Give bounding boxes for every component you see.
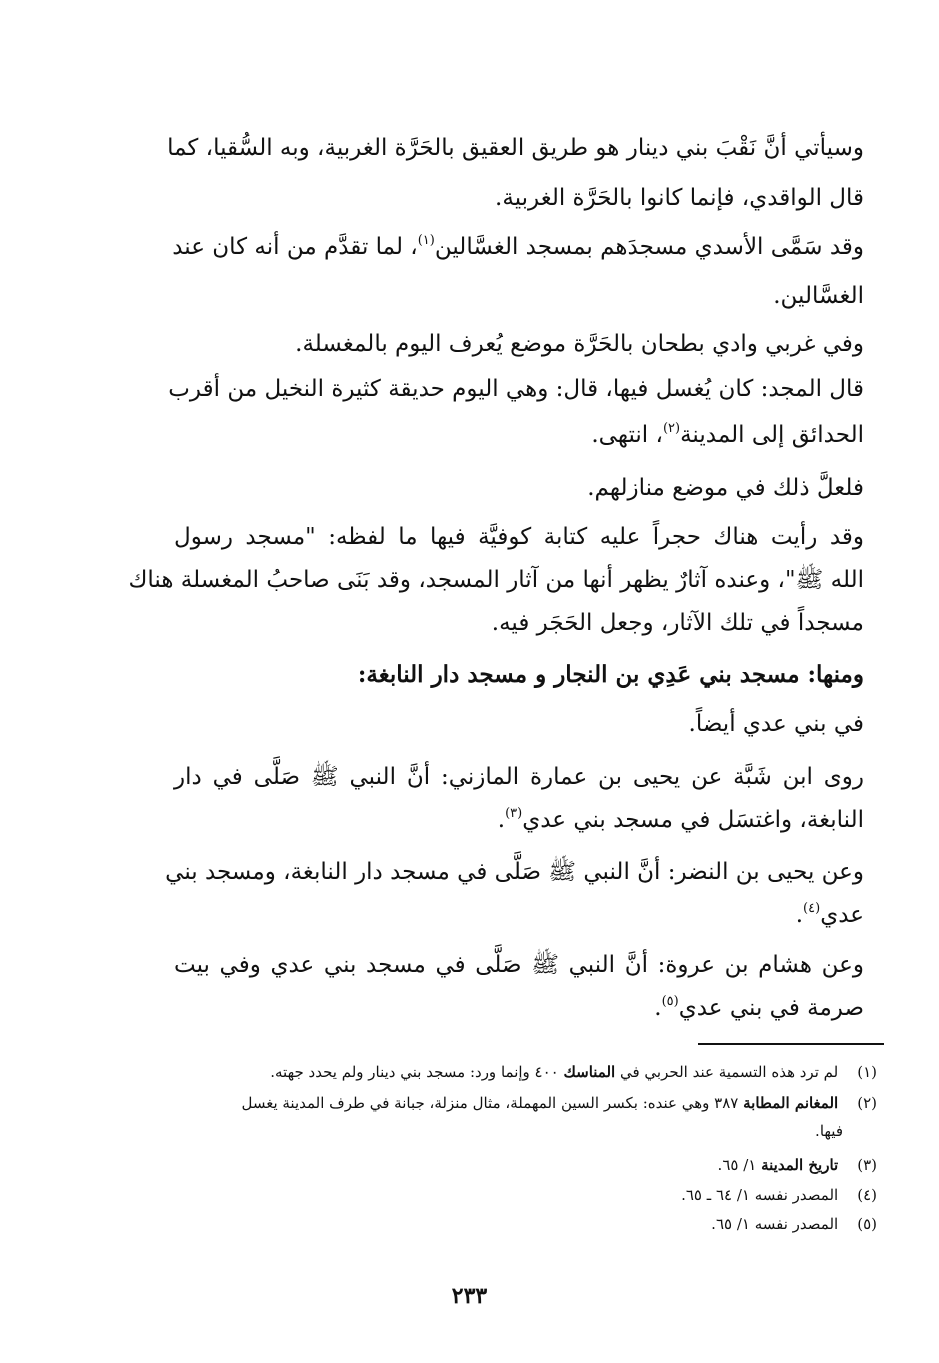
body-text: الغسَّالين. (773, 283, 864, 309)
body-line (144, 993, 864, 1023)
body-text: قال الواقدي، فإنما كانوا بالحَرَّة الغربية. (495, 185, 864, 211)
footnote-source-title: المناسك (563, 1063, 616, 1081)
body-line (174, 950, 864, 980)
body-line (144, 608, 864, 638)
body-line (167, 133, 864, 163)
body-line (174, 232, 864, 262)
footnote-4 (681, 1185, 877, 1205)
body-text: قال المجد: كان يُغسل فيها، قال: وهي اليوم حديقة كثيرة النخيل من أقرب (168, 376, 864, 402)
footnote-number: (١) (857, 1063, 877, 1081)
body-line (174, 329, 864, 359)
footnote-ref-4[interactable]: (٤) (803, 901, 821, 916)
footnote-1 (270, 1062, 877, 1082)
body-text: روى ابن شَبَّة عن يحيى بن عمارة المازني: أنَّ النبي ﷺ صَلَّى في دار (174, 764, 864, 790)
footnote-text: ١/ ٦٥. (717, 1156, 762, 1174)
footnote-divider (698, 1043, 884, 1045)
body-line (174, 522, 864, 552)
footnote-text: المصدر نفسه ١/ ٦٥. (711, 1215, 839, 1233)
footnote-text: فيها. (815, 1122, 843, 1140)
body-line (174, 709, 864, 739)
footnote-5 (711, 1214, 877, 1234)
footnote-ref-5[interactable]: (٥) (661, 994, 679, 1009)
body-text: وقد سَمَّى الأسدي مسجدَهم بمسجد الغسَّالين (434, 234, 864, 260)
footnote-text: ٤٠٠ وإنما ورد: مسجد بني دينار ولم يحدد جهته. (270, 1063, 564, 1081)
footnote-3 (718, 1155, 877, 1175)
footnote-source-title: المغانم المطابة (743, 1094, 839, 1112)
footnote-number: (٥) (857, 1215, 877, 1233)
body-text: ، انتهى. (591, 422, 663, 448)
body-text: في بني عدي أيضاً. (688, 711, 864, 737)
body-text: وعن يحيى بن النضر: أنَّ النبي ﷺ صَلَّى في مسجد دار النابغة، ومسجد بني (165, 859, 864, 885)
footnote-text: المصدر نفسه ١/ ٦٤ ـ ٦٥. (681, 1186, 839, 1204)
section-heading (174, 660, 864, 690)
body-text: . (497, 807, 506, 833)
footnote-number: (٤) (857, 1186, 877, 1204)
footnote-2-continuation (815, 1121, 843, 1141)
body-text: فلعلَّ ذلك في موضع منازلهم. (587, 475, 864, 501)
body-text: الله ﷺ"، وعنده آثارٌ يظهر أنها من آثار المسجد، وقد بَنَى صاحبُ المغسلة هناك (128, 567, 864, 593)
body-line (174, 473, 864, 503)
body-line (144, 420, 864, 450)
body-text: . (654, 995, 662, 1021)
footnote-ref-2[interactable]: (٢) (662, 421, 681, 436)
footnote-text: لم ترد هذه التسمية عند الحربي في (615, 1063, 839, 1081)
body-line (144, 805, 864, 835)
body-text: وعن هشام بن عروة: أنَّ النبي ﷺ صَلَّى في مسجد بني عدي وفي بيت (174, 952, 864, 978)
body-line (144, 183, 864, 213)
body-line (174, 762, 864, 792)
body-line (128, 565, 864, 595)
body-text: النابغة، واغتسَل في مسجد بني عدي (522, 807, 864, 833)
body-text: مسجداً في تلك الآثار، وجعل الحَجَر فيه. (491, 610, 864, 636)
footnote-ref-1[interactable]: (١) (417, 233, 435, 248)
footnote-number: (٢) (857, 1094, 877, 1112)
page-number: ٢٣٣ (451, 1283, 488, 1309)
footnote-text: ٣٨٧ وهي عنده: بكسر السين المهملة، مثال منزلة، جبانة في طرف المدينة يغسل (241, 1094, 744, 1112)
body-text: . (795, 902, 804, 928)
body-text: عدي (820, 902, 864, 928)
body-text: ، لما تقدَّم من أنه كان عند (172, 234, 418, 260)
heading-text: ومنها: مسجد بني عَدِي بن النجار و مسجد دار النابغة: (357, 661, 864, 688)
footnote-source-title: تاريخ المدينة (761, 1156, 839, 1174)
footnote-2 (241, 1093, 877, 1113)
footnote-ref-3[interactable]: (٣) (505, 806, 523, 821)
body-line (144, 281, 864, 311)
body-text: الحدائق إلى المدينة (680, 422, 864, 448)
body-text: وفي غربي وادي بطحان بالحَرَّة موضع يُعرف اليوم بالمغسلة. (295, 331, 864, 357)
body-text: صرمة في بني عدي (678, 995, 864, 1021)
body-line (168, 374, 864, 404)
footnote-number: (٣) (857, 1156, 877, 1174)
body-line (144, 900, 864, 930)
body-text: وقد رأيت هناك حجراً عليه كتابة كوفيَّة فيها ما لفظه: "مسجد رسول (174, 524, 864, 550)
body-line (165, 857, 864, 887)
body-text: وسيأتي أنَّ نَقْبَ بني دينار هو طريق العقيق بالحَرَّة الغربية، وبه السُّقيا، كما (167, 135, 864, 161)
